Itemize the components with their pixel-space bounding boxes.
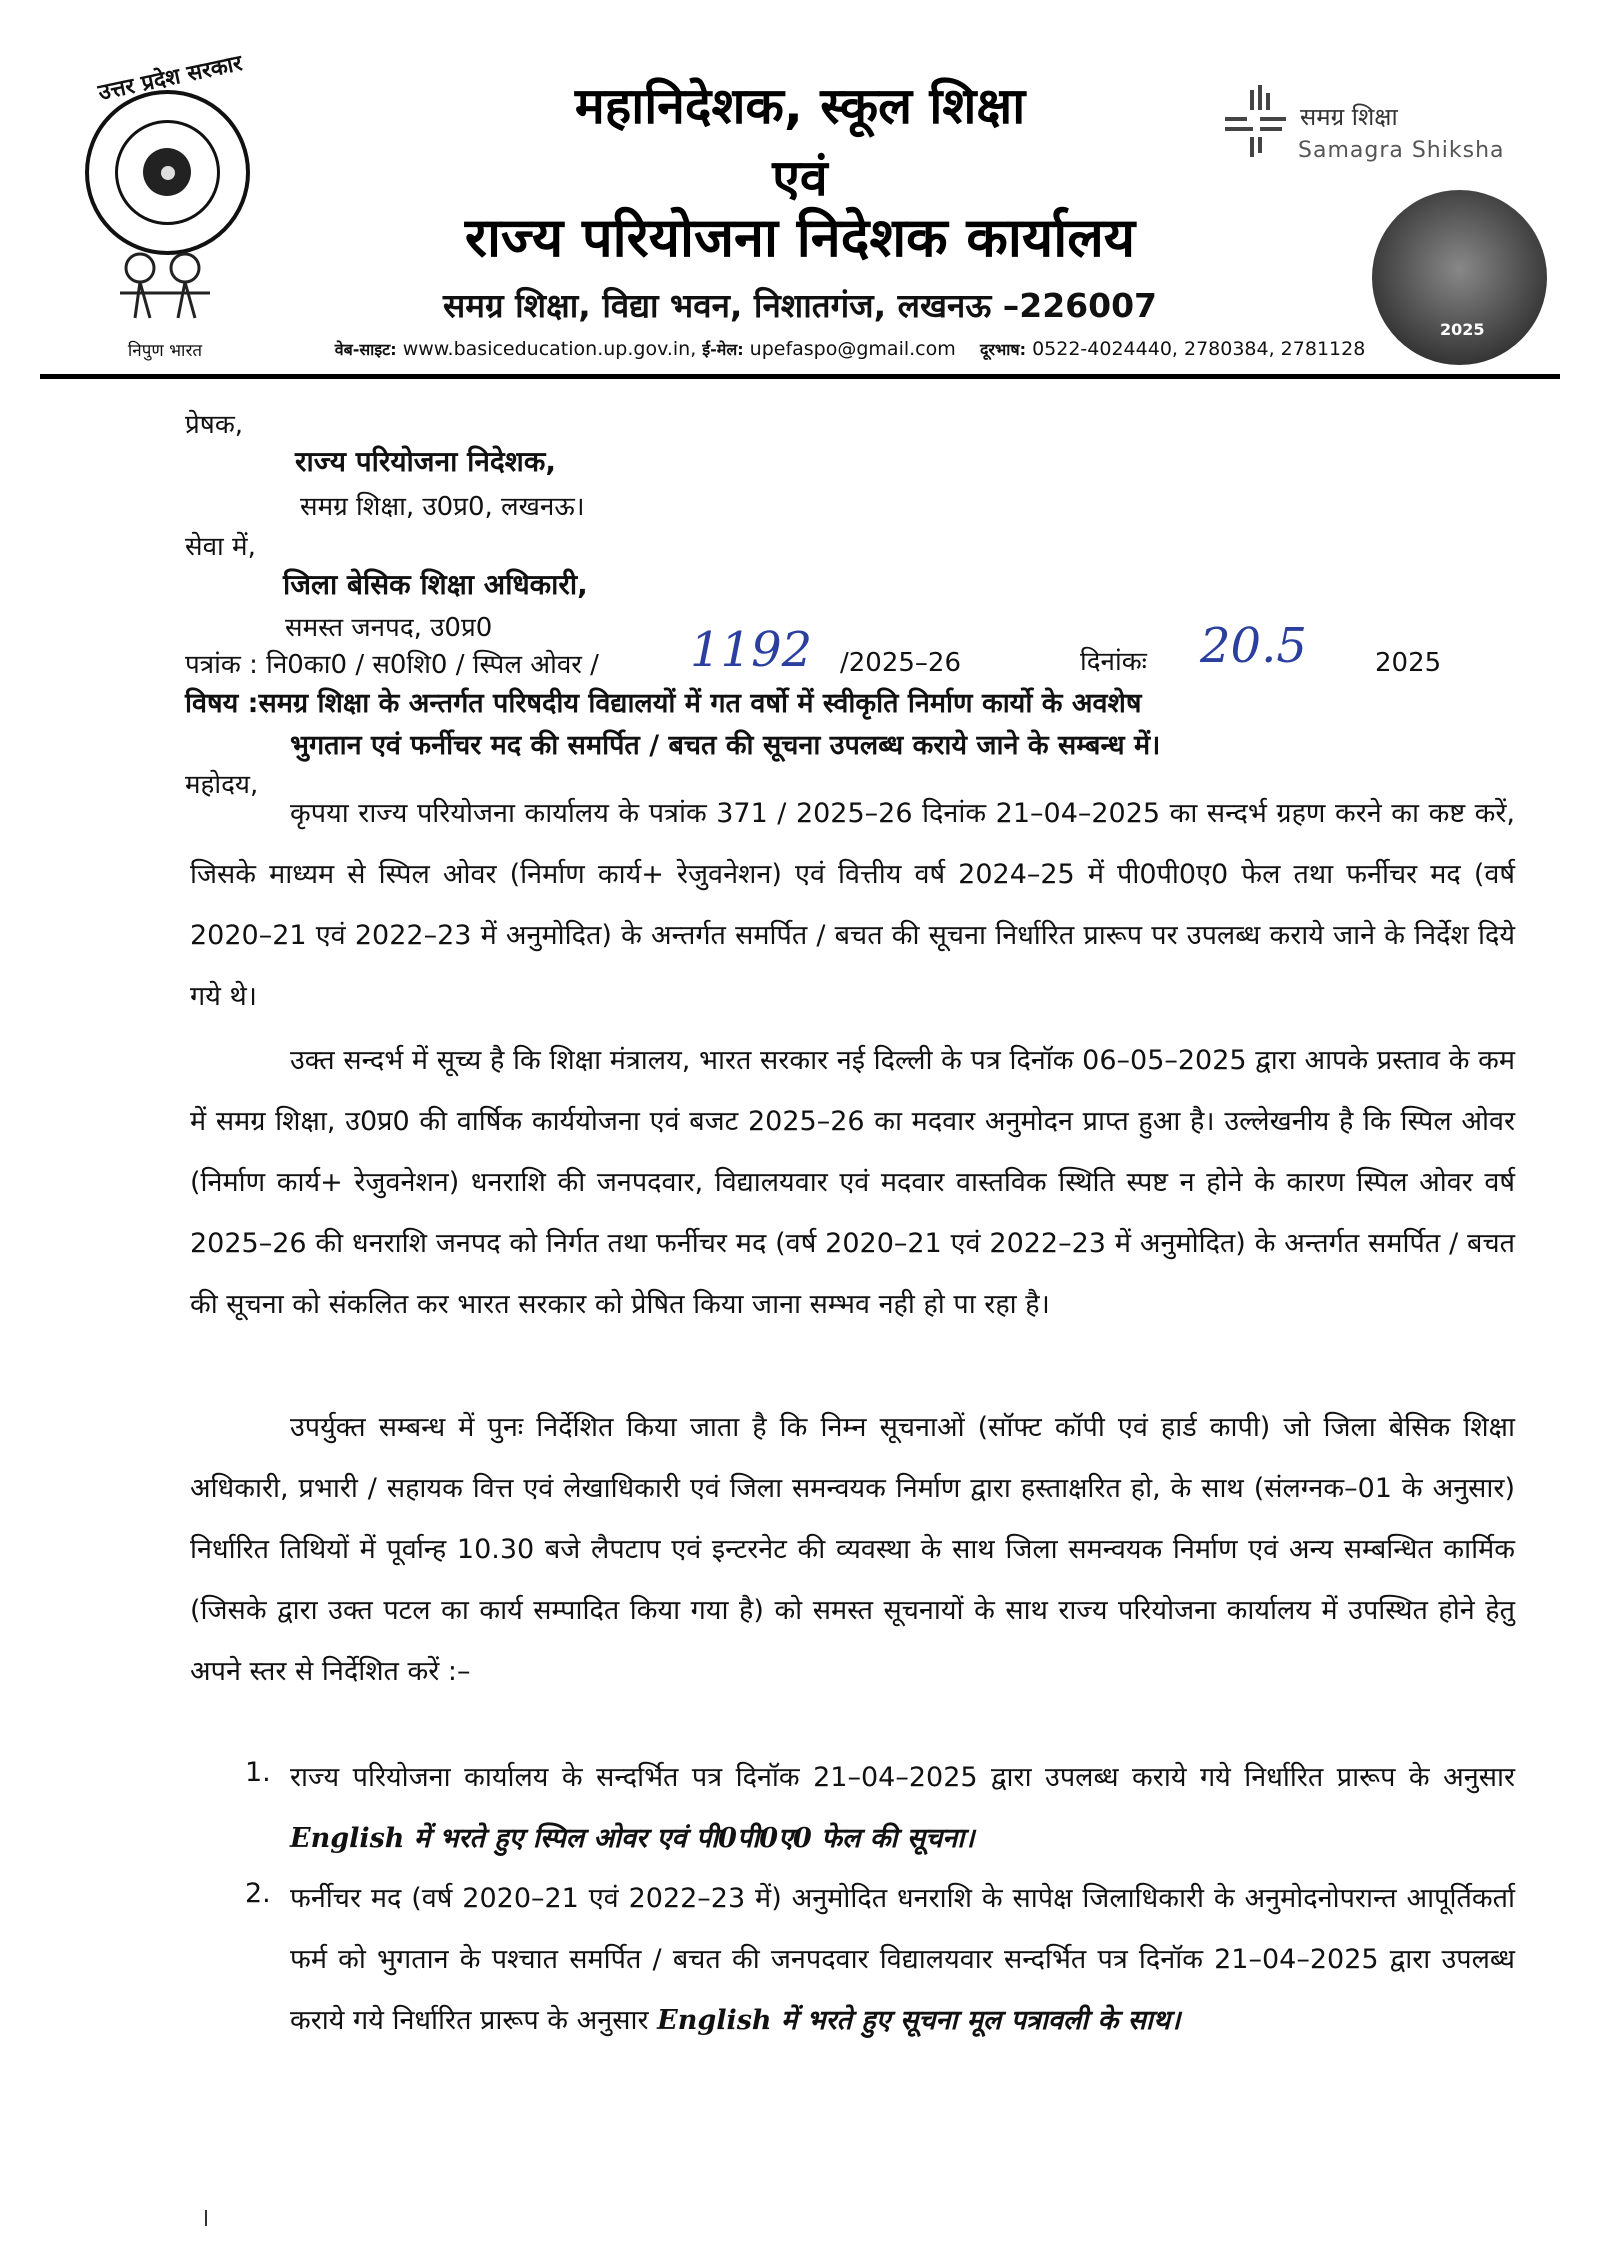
salutation: महोदय,	[185, 770, 259, 800]
website-label: वेब-साइट:	[334, 340, 397, 359]
subject-line2: भुगतान एवं फर्नीचर मद की समर्पित / बचत की सूचना उपलब्ध कराये जाने के सम्बन्ध में।	[290, 730, 1161, 761]
reference-prefix: पत्रांक : नि0का0 / स0शि0 / स्पिल ओवर /	[185, 650, 599, 680]
nipun-bharat-logo-icon	[90, 248, 240, 328]
paragraph-1-text: कृपया राज्य परियोजना कार्यालय के पत्रांक 371 / 2025–26 दिनांक 21–04–2025 का सन्दर्भ ग्रहण करने का कष्ट करें, जिसके माध्यम से स्पिल ओवर (निर्माण कार्य+ रेजुवनेशन) एवं वित्तीय वर्ष 2024–25 में पी0पी0ए0 फेल तथा फर्नीचर मद (वर्ष 2020–21 एवं 2022–23 में अनुमोदित) के अन्तर्गत समर्पित / बचत की सूचना निर्धारित प्रारूप पर उपलब्ध कराये जाने के निर्देश दिये गये थे।	[190, 798, 1515, 1012]
header-title-line1: महानिदेशक, स्कूल शिक्षा	[574, 77, 1026, 135]
samagra-shiksha-logo-icon	[1220, 85, 1290, 160]
header-title-line2: एवं	[772, 149, 828, 207]
list-item-1	[290, 1747, 1515, 1869]
from-label: प्रेषक,	[185, 410, 244, 440]
subject-line1: विषय :समग्र शिक्षा के अन्तर्गत परिषदीय विद्यालयों में गत वर्षो में स्वीकृति निर्माण कार्यो के अवशेष	[185, 688, 1142, 719]
list-item-1-text: राज्य परियोजना कार्यालय के सन्दर्भित पत्र दिनॉक 21–04–2025 द्वारा उपलब्ध कराये गये निर्धारित प्रारूप के अनुसार	[290, 1762, 1515, 1793]
list-item-2-emphasis: English में भरते हुए सूचना मूल पत्रावली के साथ।	[657, 2005, 1181, 2036]
contact-line	[300, 338, 1400, 360]
from-office: समग्र शिक्षा, उ0प्र0, लखनऊ।	[300, 492, 585, 522]
page-mark	[205, 2210, 207, 2226]
email-address: upefaspo@gmail.com	[749, 338, 956, 360]
to-office: समस्त जनपद, उ0प्र0	[285, 613, 493, 643]
phone-numbers: 0522-4024440, 2780384, 2781128	[1032, 338, 1366, 360]
paragraph-3-text: उपर्युक्त सम्बन्ध में पुनः निर्देशित किया जाता है कि निम्न सूचनाओं (सॉफ्ट कॉपी एवं हार्ड कापी) जो जिला बेसिक शिक्षा अधिकारी, प्रभारी / सहायक वित्त एवं लेखाधिकारी एवं जिला समन्वयक निर्माण द्वारा हस्ताक्षरित हो, के साथ (संलग्नक–01 के अनुसार) निर्धारित तिथियों में पूर्वान्ह 10.30 बजे लैपटाप एवं इन्टरनेट की व्यवस्था के साथ जिला समन्वयक निर्माण एवं अन्य सम्बन्धित कार्मिक (जिसके द्वारा उक्त पटल का कार्य सम्पादित किया गया है) को समस्त सूचनायों के साथ राज्य परियोजना कार्यालय में उपस्थित होने हेतु अपने स्तर से निर्देशित करें :–	[190, 1412, 1515, 1687]
list-item-2-number: 2.	[245, 1878, 271, 1909]
list-item-2	[290, 1868, 1515, 2051]
paragraph-3	[190, 1397, 1515, 1702]
paragraph-2-text: उक्त सन्दर्भ में सूच्य है कि शिक्षा मंत्रालय, भारत सरकार नई दिल्ली के पत्र दिनॉक 06–05–2025 द्वारा आपके प्रस्ताव के कम में समग्र शिक्षा, उ0प्र0 की वार्षिक कार्ययोजना एवं बजट 2025–26 का मदवार अनुमोदन प्राप्त हुआ है। उल्लेखनीय है कि स्पिल ओवर (निर्माण कार्य+ रेजुवनेशन) धनराशि की जनपदवार, विद्यालयवार एवं मदवार वास्तविक स्थिति स्पष्ट न होने के कारण स्पिल ओवर वर्ष 2025–26 की धनराशि जनपद को निर्गत तथा फर्नीचर मद (वर्ष 2020–21 एवं 2022–23 में अनुमोदित) के अन्तर्गत समर्पित / बचत की सूचना को संकलित कर भारत सरकार को प्रेषित किया जाना सम्भव नही हो पा रहा है।	[190, 1045, 1515, 1320]
header-title-line3: राज्य परियोजना निदेशक कार्यालय	[464, 206, 1136, 269]
emblem-caption: उत्तर प्रदेश सरकार	[96, 51, 245, 106]
email-label: ई-मेल:	[702, 340, 744, 359]
nipun-bharat-label: निपुण भारत	[127, 341, 203, 361]
date-handwritten: 20.5	[1200, 618, 1307, 674]
up-government-emblem	[85, 90, 250, 255]
date-year: 2025	[1375, 648, 1442, 678]
reference-suffix: /2025–26	[840, 648, 962, 678]
paragraph-1	[190, 783, 1515, 1027]
website-link: www.basiceducation.up.gov.in,	[402, 338, 697, 360]
date-label: दिनांकः	[1080, 647, 1147, 677]
header-divider	[40, 374, 1560, 379]
from-title: राज्य परियोजना निदेशक,	[295, 445, 556, 478]
samagra-shiksha-hindi: समग्र शिक्षा	[1300, 103, 1398, 131]
list-item-1-number: 1.	[245, 1757, 271, 1788]
phone-label: दूरभाष:	[979, 340, 1027, 359]
samagra-shiksha-english: Samagra Shiksha	[1298, 138, 1505, 163]
to-title: जिला बेसिक शिक्षा अधिकारी,	[283, 568, 588, 601]
list-item-1-emphasis: English में भरते हुए स्पिल ओवर एवं पी0पी0ए0 फेल की सूचना।	[290, 1823, 975, 1854]
office-address: समग्र शिक्षा, विद्या भवन, निशातगंज, लखनऊ –226007	[442, 286, 1158, 325]
reference-number-handwritten: 1192	[690, 622, 813, 678]
paragraph-2	[190, 1030, 1515, 1335]
to-label: सेवा में,	[185, 532, 256, 562]
list-item-2-text: फर्नीचर मद (वर्ष 2020–21 एवं 2022–23 में) अनुमोदित धनराशि के सापेक्ष जिलाधिकारी के अनुमोदनोपरान्त आपूर्तिकर्ता फर्म को भुगतान के पश्चात समर्पित / बचत की जनपदवार विद्यालयवार सन्दर्भित पत्र दिनॉक 21–04–2025 द्वारा उपलब्ध कराये गये निर्धारित प्रारूप के अनुसार	[290, 1883, 1515, 2036]
kumbh-seal-year: 2025	[1440, 320, 1485, 339]
